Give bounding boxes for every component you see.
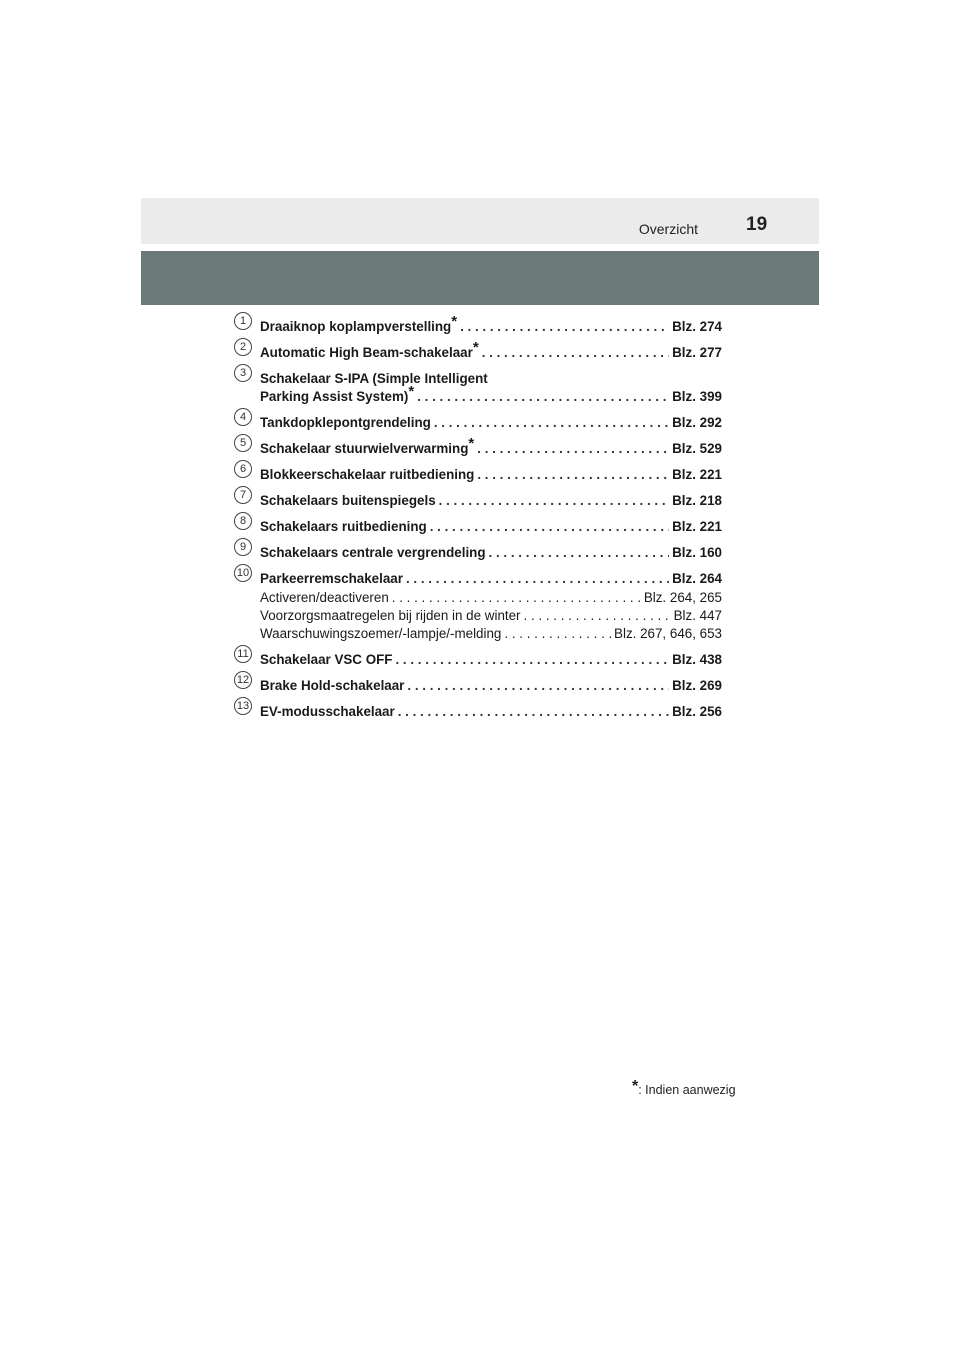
item-page-ref: Blz. 221 [672, 519, 722, 534]
sub-entry [260, 589, 722, 607]
item-number-badge: 7 [234, 486, 252, 504]
item-label: Schakelaars ruitbediening [260, 519, 427, 534]
list-item [234, 648, 722, 669]
item-label: Schakelaars buitenspiegels [260, 493, 436, 508]
sub-entry-label: Waarschuwingszoemer/-lampje/-melding [260, 626, 502, 641]
list-item [234, 541, 722, 562]
item-label: Tankdopklepontgrendeling [260, 415, 431, 430]
footnote [632, 1078, 736, 1097]
item-page-ref: Blz. 274 [672, 319, 722, 334]
item-page-ref: Blz. 269 [672, 678, 722, 693]
item-label: Parking Assist System)* [260, 383, 415, 404]
item-page-ref: Blz. 438 [672, 652, 722, 667]
item-number-badge: 12 [234, 671, 252, 689]
sub-entry-label: Activeren/deactiveren [260, 590, 389, 605]
item-number-badge: 10 [234, 564, 252, 582]
list-item [234, 339, 722, 362]
item-label: Schakelaar VSC OFF [260, 652, 393, 667]
item-number-badge: 5 [234, 434, 252, 452]
item-page-ref: Blz. 218 [672, 493, 722, 508]
section-title: Overzicht [638, 221, 698, 237]
item-number-badge: 13 [234, 697, 252, 715]
item-page-ref: Blz. 264 [672, 571, 722, 586]
footnote-star: * [632, 1078, 639, 1095]
sub-entry-label: Voorzorgsmaatregelen bij rijden in de winter [260, 608, 521, 623]
item-label: EV-modusschakelaar [260, 704, 395, 719]
item-label: Blokkeerschakelaar ruitbediening [260, 467, 475, 482]
list-item [234, 489, 722, 510]
item-page-ref: Blz. 256 [672, 704, 722, 719]
item-label: Automatic High Beam-schakelaar* [260, 339, 479, 360]
list-item [234, 463, 722, 484]
item-label: Schakelaar stuurwielverwarming* [260, 435, 475, 456]
header-band [141, 251, 819, 305]
item-number-badge: 3 [234, 364, 252, 382]
sub-entry-page-ref: Blz. 267, 646, 653 [614, 626, 722, 641]
list-item [234, 313, 722, 336]
item-page-ref: Blz. 292 [672, 415, 722, 430]
list-item [234, 515, 722, 536]
item-label: Parkeerremschakelaar [260, 571, 403, 586]
item-page-ref: Blz. 221 [672, 467, 722, 482]
item-number-badge: 6 [234, 460, 252, 478]
sub-entry [260, 607, 722, 625]
item-number-badge: 8 [234, 512, 252, 530]
sub-entry-list [260, 589, 722, 643]
item-label: Schakelaars centrale vergrendeling [260, 545, 486, 560]
list-item [234, 567, 722, 643]
item-number-badge: 11 [234, 645, 252, 663]
item-page-ref: Blz. 277 [672, 345, 722, 360]
item-page-ref: Blz. 529 [672, 441, 722, 456]
item-number-badge: 9 [234, 538, 252, 556]
page-number: 19 [746, 214, 768, 235]
item-label: Brake Hold-schakelaar [260, 678, 405, 693]
item-label: Draaiknop koplampverstelling* [260, 313, 458, 334]
list-item [234, 700, 722, 721]
sub-entry-page-ref: Blz. 264, 265 [643, 590, 722, 605]
header-bar [141, 198, 819, 244]
item-number-badge: 4 [234, 408, 252, 426]
list-item [234, 435, 722, 458]
item-number-badge: 2 [234, 338, 252, 356]
sub-entry [260, 625, 722, 643]
item-page-ref: Blz. 160 [672, 545, 722, 560]
footnote-text: : Indien aanwezig [638, 1083, 736, 1097]
item-label-line1: Schakelaar S-IPA (Simple Intelligent [260, 371, 488, 386]
item-number-badge: 1 [234, 312, 252, 330]
list-item [234, 411, 722, 432]
entry-list [234, 313, 722, 729]
list-item [234, 674, 722, 695]
list-item [234, 367, 722, 406]
item-page-ref: Blz. 399 [672, 389, 722, 404]
sub-entry-page-ref: Blz. 447 [673, 608, 722, 623]
